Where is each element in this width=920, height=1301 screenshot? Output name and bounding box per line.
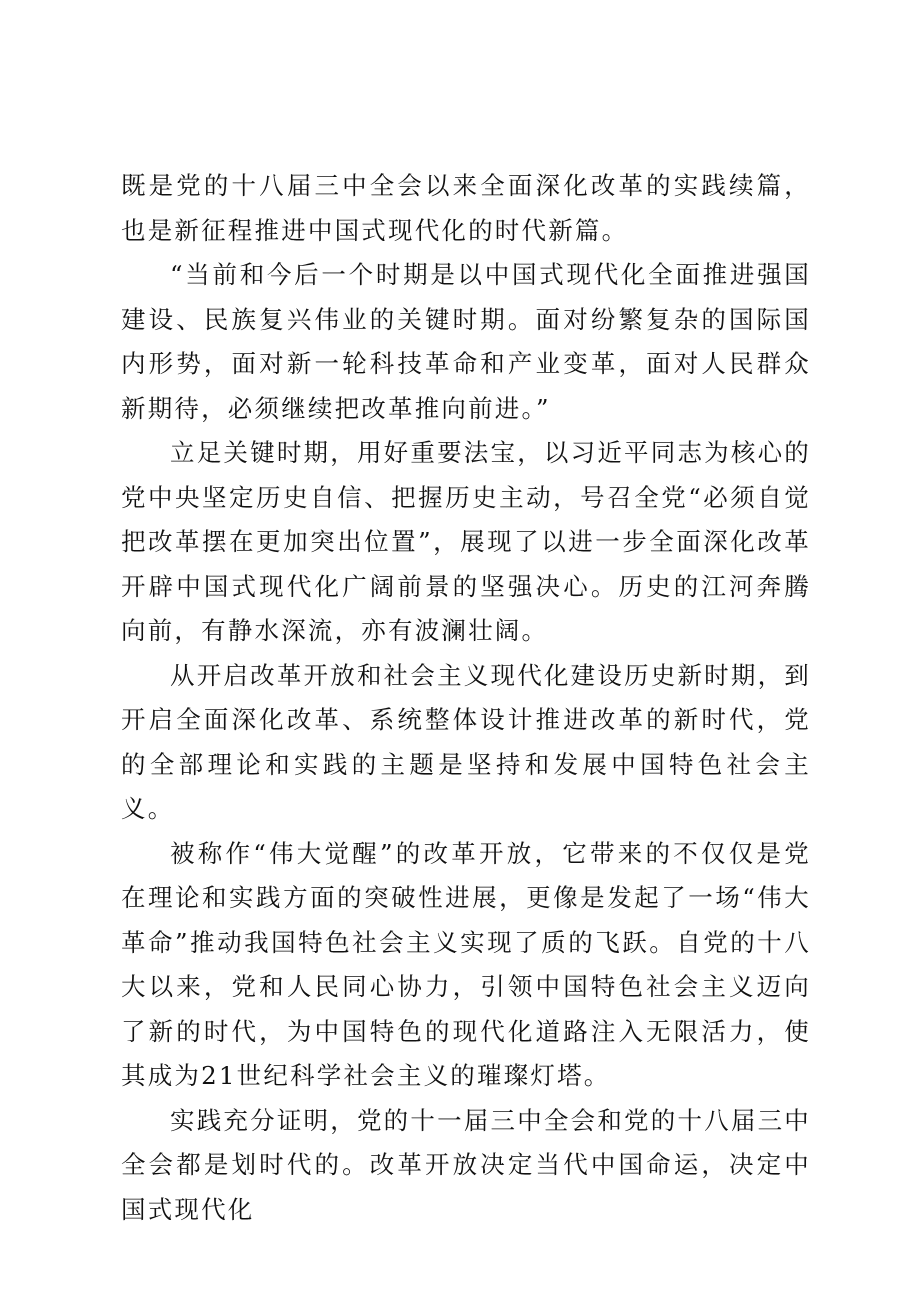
paragraph-practice-proves: 实践充分证明，党的十一届三中全会和党的十八届三中全会都是划时代的。改革开放决定当代中国命运，决定中国式现代化 xyxy=(121,1105,811,1224)
paragraph-continuation: 既是党的十八届三中全会以来全面深化改革的实践续篇，也是新征程推进中国式现代化的时代新篇。 xyxy=(121,171,811,245)
paragraph-key-period: 立足关键时期，用好重要法宝，以习近平同志为核心的党中央坚定历史自信、把握历史主动，号召全党“必须自觉把改革摆在更加突出位置”，展现了以进一步全面深化改革开辟中国式现代化广阔前景的坚强决心。历史的江河奔腾向前，有静水深流，亦有波澜壮阔。 xyxy=(121,438,811,645)
paragraph-great-awakening: 被称作“伟大觉醒”的改革开放，它带来的不仅仅是党在理论和实践方面的突破性进展，更像是发起了一场“伟大革命”推动我国特色社会主义实现了质的飞跃。自党的十八大以来，党和人民同心协力，引领中国特色社会主义迈向了新的时代，为中国特色的现代化道路注入无限活力，使其成为21世纪科学社会主义的璀璨灯塔。 xyxy=(121,838,811,1090)
paragraph-reform-theme: 从开启改革开放和社会主义现代化建设历史新时期，到开启全面深化改革、系统整体设计推进改革的新时代，党的全部理论和实践的主题是坚持和发展中国特色社会主义。 xyxy=(121,660,811,823)
paragraph-quote: “当前和今后一个时期是以中国式现代化全面推进强国建设、民族复兴伟业的关键时期。面对纷繁复杂的国际国内形势，面对新一轮科技革命和产业变革，面对人民群众新期待，必须继续把改革推向前进。” xyxy=(121,260,811,423)
document-body xyxy=(121,164,811,1232)
